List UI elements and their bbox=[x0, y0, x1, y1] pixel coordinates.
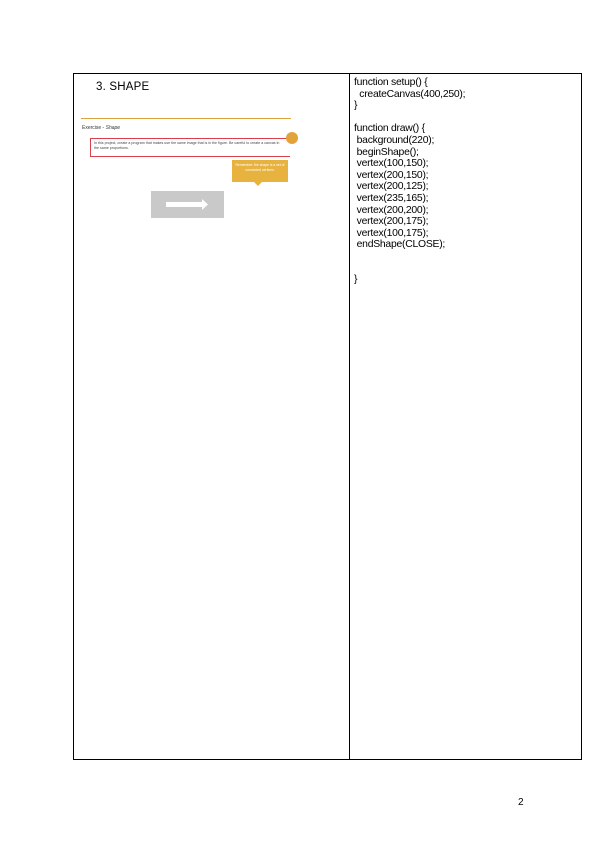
canvas-preview bbox=[151, 191, 224, 218]
code-line: beginShape(); bbox=[354, 146, 419, 158]
code-line: vertex(200,125); bbox=[354, 181, 429, 193]
screenshot-title: Exercise - Shape bbox=[82, 125, 121, 131]
code-line: background(220); bbox=[354, 134, 435, 146]
code-line: vertex(100,175); bbox=[354, 227, 429, 239]
screenshot-rule bbox=[81, 118, 291, 119]
instruction-box bbox=[90, 138, 290, 157]
page-number: 2 bbox=[518, 797, 524, 808]
tip-text: Remember: the shape is a set of connected vertices. bbox=[235, 163, 285, 172]
code-line: } bbox=[354, 100, 358, 112]
right-cell bbox=[354, 77, 579, 286]
code-line: vertex(200,200); bbox=[354, 204, 429, 216]
exercise-screenshot bbox=[81, 118, 293, 218]
badge-circle bbox=[286, 132, 298, 144]
code-line bbox=[354, 251, 579, 263]
arrow-shape-icon bbox=[151, 191, 224, 218]
code-line: function setup() { bbox=[354, 77, 428, 88]
code-line: vertex(100,150); bbox=[354, 158, 429, 170]
code-line: vertex(200,175); bbox=[354, 216, 429, 228]
exercise-table bbox=[73, 73, 582, 760]
code-line bbox=[354, 112, 579, 124]
code-line: createCanvas(400,250); bbox=[354, 88, 466, 100]
code-line: vertex(200,150); bbox=[354, 169, 429, 181]
code-block bbox=[354, 77, 579, 286]
instruction-text: In this project, create a program that makes use the same image that is in the figure. Be careful to create a canvas in the same proportions. bbox=[94, 141, 280, 150]
code-line bbox=[354, 263, 579, 275]
tip-callout bbox=[232, 160, 288, 182]
code-line: vertex(235,165); bbox=[354, 192, 429, 204]
left-cell bbox=[74, 74, 349, 759]
column-divider bbox=[349, 74, 350, 759]
code-line: endShape(CLOSE); bbox=[354, 239, 446, 251]
code-line: function draw() { bbox=[354, 123, 425, 135]
code-line: } bbox=[354, 274, 358, 286]
section-heading: 3. SHAPE bbox=[96, 81, 150, 93]
